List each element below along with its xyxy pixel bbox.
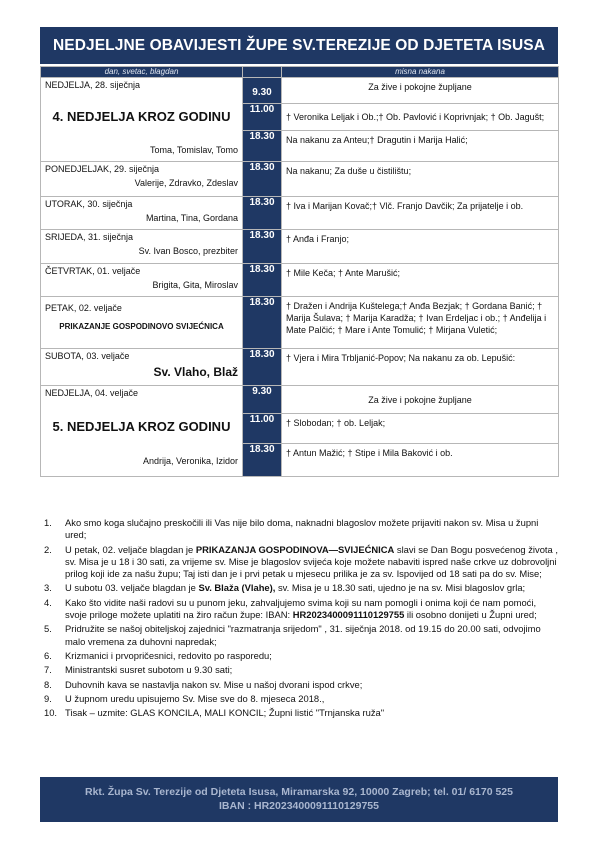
notice-number: 5. — [44, 623, 52, 635]
saints-names: Martina, Tina, Gordana — [145, 213, 238, 223]
mass-time: 9.30 — [243, 386, 282, 414]
day-cell — [41, 162, 243, 197]
mass-intention: Na nakanu; Za duše u čistilištu; — [282, 162, 559, 197]
table-row — [41, 349, 559, 386]
day-name: NEDJELJA, 04. veljače — [45, 388, 139, 398]
day-name: PETAK, 02. veljače — [45, 303, 122, 313]
notice-text: U subotu 03. veljače blagdan je Sv. Blaža (Vlahe), sv. Misa je u 18.30 sati, ujedno je na sv. Misi blagoslov grla; — [65, 582, 526, 594]
mass-time: 9.30 — [243, 78, 282, 104]
mass-time: 18.30 — [243, 197, 282, 230]
day-cell — [41, 78, 243, 162]
list-item — [44, 582, 558, 594]
notice-number: 10. — [44, 707, 58, 719]
mass-time: 18.30 — [243, 131, 282, 162]
notice-highlight: PRIKAZANJA GOSPODINOVA—SVIJEĆNICA — [195, 543, 395, 555]
notice-number: 3. — [44, 582, 52, 594]
saints-names: Sv. Ivan Bosco, prezbiter — [138, 246, 238, 256]
table-row — [41, 297, 559, 349]
column-header-intention: misna nakana — [282, 67, 559, 78]
footer — [40, 777, 558, 822]
sunday-title: 4. NEDJELJA KROZ GODINU — [52, 109, 231, 124]
mass-intention: † Vjera i Mira Trbljanić-Popov; Na nakanu za ob. Lepušić: — [282, 349, 559, 386]
notice-text: Pridružite se našoj obiteljskoj zajednici "razmatranja srijedom" , 31. siječnja 2018. od 19.15 do 20.00 sati, odvojimo malo vremena za duhovni napredak; — [65, 623, 541, 647]
mass-intention: † Anđa i Franjo; — [282, 230, 559, 264]
mass-intention: † Iva i Marijan Kovač;† Vlč. Franjo Davčik; Za prijatelje i ob. — [282, 197, 559, 230]
mass-intention: † Dražen i Andrija Kuštelega;† Anđa Bezjak; † Gordana Banić; † Marija Šulava; † Marija Karadža; † Ivan Erdeljac i ob.; † Anđelija i Mate Palčić; † Mare i Ante Tomulić; † Mirjana Vuletić; — [282, 297, 559, 349]
notice-highlight: Sv. Blaža (Vlahe), — [198, 582, 276, 594]
mass-intention: † Slobodan; † ob. Leljak; — [282, 414, 559, 444]
table-row — [41, 78, 559, 104]
table-row — [41, 162, 559, 197]
list-item — [44, 544, 558, 581]
notice-number: 8. — [44, 678, 52, 690]
notice-number: 2. — [44, 543, 52, 555]
notice-text: U petak, 02. veljače blagdan je PRIKAZANJA GOSPODINOVA—SVIJEĆNICA slavi se Dan Bogu posvećenog života , sv. Misa je u 18 i 30 sati, za vrijeme sv. Mise je blagoslov svijeća koje možete nabaviti ispred naše crkve uz dobrovoljni prilog koji ide za našu župu; Taj isti dan je i prvi petak u mjesecu prilika je za sv. Ispovijed od 18 sati pa do sv. Mise; — [65, 543, 558, 580]
mass-time: 18.30 — [243, 297, 282, 349]
day-name: NEDJELJA, 28. siječnja — [45, 80, 141, 90]
mass-time: 18.30 — [243, 264, 282, 297]
mass-intention: † Antun Mažić; † Stipe i Mila Baković i ob. — [282, 444, 559, 477]
notice-number: 7. — [44, 664, 52, 676]
day-cell — [41, 197, 243, 230]
list-item — [44, 650, 558, 662]
day-name: UTORAK, 30. siječnja — [45, 199, 133, 209]
table-row — [41, 264, 559, 297]
notice-number: 6. — [44, 649, 52, 661]
notice-text: Tisak – uzmite: GLAS KONCILA, MALI KONCIL; Župni listić "Trnjanska ruža" — [65, 707, 385, 719]
mass-time: 18.30 — [243, 162, 282, 197]
mass-intention: Za žive i pokojne župljane — [282, 386, 559, 414]
mass-time: 11.00 — [243, 104, 282, 131]
mass-schedule-table — [40, 66, 559, 477]
list-item — [44, 679, 558, 691]
notice-number: 4. — [44, 596, 52, 608]
saints-names: Brigita, Gita, Miroslav — [152, 280, 238, 290]
day-cell — [41, 264, 243, 297]
day-name: PONEDJELJAK, 29. siječnja — [45, 164, 160, 174]
column-header-day: dan, svetac, blagdan — [41, 67, 243, 78]
notice-text: Duhovnih kava se nastavlja nakon sv. Mise u našoj dvorani ispod crkve; — [65, 678, 363, 690]
notice-text: Krizmanici i prvopričesnici, redovito po rasporedu; — [65, 649, 272, 661]
list-item — [44, 517, 558, 542]
day-cell — [41, 230, 243, 264]
table-row — [41, 230, 559, 264]
notice-number: 9. — [44, 692, 52, 704]
list-item — [44, 693, 558, 705]
footer-iban: IBAN : HR2023400091110129755 — [219, 800, 379, 812]
day-name: SUBOTA, 03. veljače — [45, 351, 130, 361]
list-item — [44, 597, 558, 622]
list-item — [44, 707, 558, 719]
notice-text: Kako što vidite naši radovi su u punom jeku, zahvaljujemo svima koji su nam pomogli i onima koji će nam pomoći, svoje priloge možete uplatiti na žiro račun župe: IBAN: HR2023400091110129755 ili osobno donijeti u Župni ured; — [65, 596, 537, 621]
mass-time: 18.30 — [243, 444, 282, 477]
notice-text: U župnom uredu upisujemo Sv. Mise sve do 8. mjeseca 2018., — [65, 692, 325, 704]
day-name: ČETVRTAK, 01. veljače — [45, 266, 141, 276]
column-header-time — [243, 67, 282, 78]
mass-intention: † Mile Keča; † Ante Marušić; — [282, 264, 559, 297]
footer-address: Rkt. Župa Sv. Terezije od Djeteta Isusa, Miramarska 92, 10000 Zagreb; tel. 01/ 6170 525 — [85, 786, 513, 798]
mass-intention: Na nakanu za Anteu;† Dragutin i Marija Halić; — [282, 131, 559, 162]
saints-names: Toma, Tomislav, Tomo — [149, 145, 238, 155]
mass-time: 18.30 — [243, 349, 282, 386]
notice-text: Ako smo koga slučajno preskočili ili Vas nije bilo doma, naknadni blagoslov možete prijaviti nakon sv. Misa u župni ured; — [65, 517, 539, 541]
mass-intention: Za žive i pokojne župljane — [282, 78, 559, 104]
notices-list — [44, 517, 558, 721]
day-cell — [41, 349, 243, 386]
list-item — [44, 623, 558, 648]
saints-names: Valerije, Zdravko, Zdeslav — [134, 178, 238, 188]
day-cell — [41, 386, 243, 477]
feast-title: PRIKAZANJE GOSPODINOVO SVIJEĆNICA — [59, 322, 224, 331]
table-row — [41, 197, 559, 230]
notice-number: 1. — [44, 517, 52, 528]
table-header-row — [41, 67, 559, 78]
mass-time: 18.30 — [243, 230, 282, 264]
mass-intention: † Veronika Leljak i Ob.;† Ob. Pavlović i Koprivnjak; † Ob. Jagušt; — [282, 104, 559, 131]
day-cell — [41, 297, 243, 349]
list-item — [44, 664, 558, 676]
mass-time: 11.00 — [243, 414, 282, 444]
saints-names: Sv. Vlaho, Blaž — [153, 365, 238, 379]
notice-text: Ministrantski susret subotom u 9.30 sati; — [65, 664, 233, 676]
sunday-title: 5. NEDJELJA KROZ GODINU — [52, 419, 231, 434]
saints-names: Andrija, Veronika, Izidor — [142, 456, 238, 466]
page-title: NEDJELJNE OBAVIJESTI ŽUPE SV.TEREZIJE OD DJETETA ISUSA — [40, 27, 558, 64]
day-name: SRIJEDA, 31. siječnja — [45, 232, 134, 242]
table-row — [41, 386, 559, 414]
notice-highlight: HR2023400091110129755 — [292, 609, 405, 621]
